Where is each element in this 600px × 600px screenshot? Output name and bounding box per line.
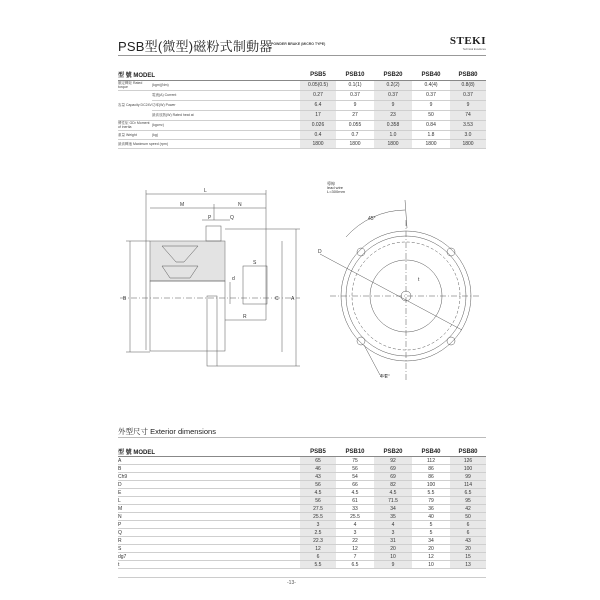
- cell: 50: [450, 513, 486, 521]
- row-group: 額定轉矩 Rated torque: [118, 80, 152, 90]
- cell: 34: [374, 505, 412, 513]
- model-psb40: PSB40: [412, 447, 450, 457]
- model-psb80: PSB80: [450, 447, 486, 457]
- cell: 1800: [300, 139, 336, 148]
- section-divider: [118, 437, 486, 438]
- dim-label-a: A: [291, 296, 295, 302]
- cell: 56: [300, 481, 336, 489]
- dim-label-p: P: [208, 215, 212, 221]
- dims-row: [118, 521, 486, 529]
- cell: 27: [336, 110, 374, 120]
- dims-row: [118, 489, 486, 497]
- dims-row: [118, 465, 486, 473]
- row-param: (kgm)(Nm): [152, 80, 300, 90]
- cell: 0.37: [374, 90, 412, 100]
- dim-label-q: Q: [230, 215, 234, 221]
- cell: 0.358: [374, 120, 412, 130]
- cell: 20: [412, 545, 450, 553]
- cell: 12: [412, 553, 450, 561]
- cell: 10: [412, 561, 450, 569]
- cell: 0.2(2): [374, 80, 412, 90]
- cell: 10: [374, 553, 412, 561]
- cell: 42: [450, 505, 486, 513]
- cell: 9: [374, 561, 412, 569]
- dims-row: [118, 513, 486, 521]
- cell: 23: [374, 110, 412, 120]
- dims-section-title: 外型尺寸 Exterior dimensions: [118, 427, 216, 436]
- page-subtitle: POWDER BRAKE (MICRO TYPE): [271, 42, 326, 46]
- key-label: t: [418, 277, 420, 283]
- row-label: B: [118, 465, 300, 473]
- cell: 9: [336, 100, 374, 110]
- cell: 3: [374, 529, 412, 537]
- cell: 5: [412, 521, 450, 529]
- cell: 12: [300, 545, 336, 553]
- cell: 7: [336, 553, 374, 561]
- cell: 0.026: [300, 120, 336, 130]
- cell: 6.5: [450, 489, 486, 497]
- row-label: A: [118, 457, 300, 465]
- row-label: t: [118, 561, 300, 569]
- cell: 74: [450, 110, 486, 120]
- spec-table: [118, 70, 486, 149]
- dims-row: [118, 457, 486, 465]
- row-label: R: [118, 537, 300, 545]
- cell: 65: [300, 457, 336, 465]
- spec-row: [118, 90, 486, 100]
- cell: 4.5: [300, 489, 336, 497]
- row-label: Ch9: [118, 473, 300, 481]
- cell: 1800: [374, 139, 412, 148]
- row-param: (kg): [152, 130, 300, 139]
- cell: 50: [412, 110, 450, 120]
- row-label: L: [118, 497, 300, 505]
- dim-label-s: S: [253, 260, 257, 266]
- cell: 3: [336, 529, 374, 537]
- spec-row: [118, 139, 486, 148]
- dims-row: [118, 473, 486, 481]
- cell: 99: [450, 473, 486, 481]
- cell: 0.37: [450, 90, 486, 100]
- cell: 86: [412, 465, 450, 473]
- cell: 86: [412, 473, 450, 481]
- cell: 4: [336, 521, 374, 529]
- cell: 27.5: [300, 505, 336, 513]
- cell: 43: [300, 473, 336, 481]
- cell: 0.4(4): [412, 80, 450, 90]
- row-label: P: [118, 521, 300, 529]
- row-label: N: [118, 513, 300, 521]
- model-psb20: PSB20: [374, 447, 412, 457]
- cell: 46: [300, 465, 336, 473]
- footer-divider: [118, 577, 486, 578]
- dims-header-row: [118, 447, 486, 457]
- lead-wire-length: L=300mm: [327, 189, 345, 194]
- cell: 6: [450, 521, 486, 529]
- brand-logo: STEKI: [449, 35, 486, 47]
- page-header: [118, 34, 486, 56]
- spec-row: [118, 120, 486, 130]
- model-label: 型 號 MODEL: [118, 447, 300, 457]
- cell: 5: [412, 529, 450, 537]
- dims-row: [118, 545, 486, 553]
- cell: 69: [374, 473, 412, 481]
- cell: 22: [336, 537, 374, 545]
- row-param: 功率(W) Power: [152, 100, 300, 110]
- cell: 5.5: [412, 489, 450, 497]
- spec-row: [118, 100, 486, 110]
- dims-row: [118, 553, 486, 561]
- brand-tagline: Technical Excellence: [462, 48, 486, 51]
- cell: 69: [374, 465, 412, 473]
- model-psb10: PSB10: [336, 447, 374, 457]
- cell: 6: [300, 553, 336, 561]
- spec-header-row: [118, 70, 486, 80]
- model-psb5: PSB5: [300, 447, 336, 457]
- cell: 3: [300, 521, 336, 529]
- cell: 17: [300, 110, 336, 120]
- cell: 71.5: [374, 497, 412, 505]
- row-label: E: [118, 489, 300, 497]
- cell: 4.5: [336, 489, 374, 497]
- cell: 0.1(1): [336, 80, 374, 90]
- cell: 2.5: [300, 529, 336, 537]
- holes-label: 4-E: [380, 374, 388, 380]
- cell: 9: [450, 100, 486, 110]
- cell: 20: [450, 545, 486, 553]
- dim-label-m: M: [180, 202, 185, 208]
- cell: 126: [450, 457, 486, 465]
- dim-label-c: C: [275, 296, 279, 302]
- cell: 9: [412, 100, 450, 110]
- cell: 75: [336, 457, 374, 465]
- page-number: -13-: [287, 580, 296, 586]
- lead-wire-en: lead wire: [327, 185, 344, 190]
- row-group: 慣性矩 GD² Moment of inertia: [118, 120, 152, 130]
- page-title: PSB型(微型)磁粉式制動器: [118, 39, 273, 54]
- cell: 100: [450, 465, 486, 473]
- cell: 79: [412, 497, 450, 505]
- dim-label-l: L: [204, 188, 207, 194]
- cell: 33: [336, 505, 374, 513]
- row-param: (kgcm²): [152, 120, 300, 130]
- cell: 1.8: [412, 130, 450, 139]
- dims-row: [118, 529, 486, 537]
- model-label: 型 號 MODEL: [118, 70, 300, 80]
- side-view-drawing: [110, 180, 310, 380]
- lead-wire-cn: 導線: [327, 181, 335, 186]
- cell: 54: [336, 473, 374, 481]
- model-psb20: PSB20: [374, 70, 412, 80]
- row-group: 重量 Weight: [118, 130, 152, 139]
- row-label: dg7: [118, 553, 300, 561]
- cell: 4: [374, 521, 412, 529]
- dim-label-n: N: [238, 202, 242, 208]
- cell: 92: [374, 457, 412, 465]
- cell: 31: [374, 537, 412, 545]
- cell: 20: [374, 545, 412, 553]
- cell: 3.0: [450, 130, 486, 139]
- cell: 0.84: [412, 120, 450, 130]
- row-label: S: [118, 545, 300, 553]
- dim-label-r: R: [243, 314, 247, 320]
- dims-row: [118, 505, 486, 513]
- cell: 0.055: [336, 120, 374, 130]
- dims-row: [118, 497, 486, 505]
- dims-row: [118, 537, 486, 545]
- spec-row: [118, 80, 486, 90]
- cell: 0.8(8): [450, 80, 486, 90]
- cell: 1800: [336, 139, 374, 148]
- cell: 0.37: [412, 90, 450, 100]
- cell: 0.05(0.5): [300, 80, 336, 90]
- cell: 61: [336, 497, 374, 505]
- cell: 100: [412, 481, 450, 489]
- row-param: 最高放熱(W) Rated heat at: [152, 110, 300, 120]
- dim-label-b: B: [123, 296, 127, 302]
- cell: 1.0: [374, 130, 412, 139]
- cell: 9: [374, 100, 412, 110]
- row-group: 最高轉速 Maximum speed (rpm): [118, 139, 300, 148]
- cell: 6: [450, 529, 486, 537]
- cell: 25.5: [336, 513, 374, 521]
- cell: 0.37: [336, 90, 374, 100]
- cell: 43: [450, 537, 486, 545]
- cell: 66: [336, 481, 374, 489]
- cell: 13: [450, 561, 486, 569]
- spec-row: [118, 130, 486, 139]
- cell: 22.3: [300, 537, 336, 545]
- angle-label: 45°: [368, 216, 376, 222]
- cell: 0.27: [300, 90, 336, 100]
- dims-row: [118, 481, 486, 489]
- cell: 1800: [450, 139, 486, 148]
- cell: 15: [450, 553, 486, 561]
- row-group: 容量 Capacity DC24V: [118, 90, 152, 120]
- cell: 40: [412, 513, 450, 521]
- front-view-drawing: [300, 180, 480, 390]
- model-psb5: PSB5: [300, 70, 336, 80]
- dims-table: [118, 447, 486, 569]
- cell: 3.53: [450, 120, 486, 130]
- cell: 36: [412, 505, 450, 513]
- cell: 82: [374, 481, 412, 489]
- row-label: M: [118, 505, 300, 513]
- cell: 112: [412, 457, 450, 465]
- dim-label-d: d: [232, 276, 235, 282]
- model-psb80: PSB80: [450, 70, 486, 80]
- dims-row: [118, 561, 486, 569]
- cell: 1800: [412, 139, 450, 148]
- cell: 0.7: [336, 130, 374, 139]
- diameter-label: D: [318, 249, 322, 255]
- row-param: 電流(A) Current: [152, 90, 300, 100]
- model-psb10: PSB10: [336, 70, 374, 80]
- cell: 12: [336, 545, 374, 553]
- row-label: Q: [118, 529, 300, 537]
- cell: 34: [412, 537, 450, 545]
- cell: 35: [374, 513, 412, 521]
- cell: 114: [450, 481, 486, 489]
- spec-row: [118, 110, 486, 120]
- cell: 6.5: [336, 561, 374, 569]
- cell: 95: [450, 497, 486, 505]
- cell: 5.5: [300, 561, 336, 569]
- model-psb40: PSB40: [412, 70, 450, 80]
- cell: 25.5: [300, 513, 336, 521]
- cell: 4.5: [374, 489, 412, 497]
- cell: 56: [300, 497, 336, 505]
- cell: 6.4: [300, 100, 336, 110]
- row-label: D: [118, 481, 300, 489]
- cell: 0.4: [300, 130, 336, 139]
- cell: 56: [336, 465, 374, 473]
